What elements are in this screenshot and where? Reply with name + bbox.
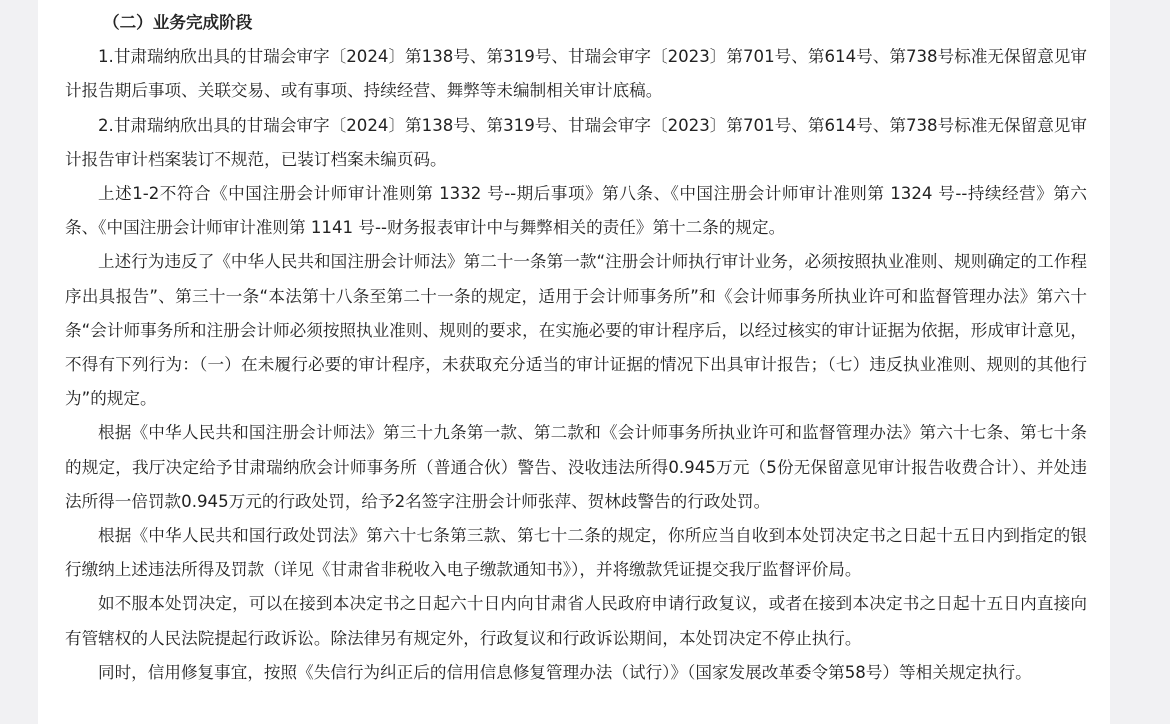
paragraph-7: 如不服本处罚决定，可以在接到本决定书之日起六十日内向甘肃省人民政府申请行政复议，或者在接到本决定书之日起十五日内直接向有管辖权的人民法院提起行政诉讼。除法律另有规定外，行政复议和行政诉讼期间，本处罚决定不停止执行。 xyxy=(65,594,1087,648)
paragraph-3: 上述1-2不符合《中国注册会计师审计准则第 1332 号--期后事项》第八条、《中国注册会计师审计准则第 1324 号--持续经营》第六条、《中国注册会计师审计准则第 1141 号--财务报表审计中与舞弊相关的责任》第十二条的规定。 xyxy=(65,184,1087,238)
paragraph-4: 上述行为违反了《中华人民共和国注册会计师法》第二十一条第一款“注册会计师执行审计业务，必须按照执业准则、规则确定的工作程序出具报告”、第三十一条“本法第十八条至第二十一条的规定，适用于会计师事务所”和《会计师事务所执业许可和监督管理办法》第六十条“会计师事务所和注册会计师必须按照执业准则、规则的要求，在实施必要的审计程序后，以经过核实的审计证据为依据，形成审计意见，不得有下列行为：（一）在未履行必要的审计程序，未获取充分适当的审计证据的情况下出具审计报告；（七）违反执业准则、规则的其他行为”的规定。 xyxy=(65,252,1087,409)
document-body xyxy=(65,6,1087,690)
paragraph-5: 根据《中华人民共和国注册会计师法》第三十九条第一款、第二款和《会计师事务所执业许可和监督管理办法》第六十七条、第七十条的规定，我厅决定给予甘肃瑞纳欣会计师事务所（普通合伙）警告、没收违法所得0.945万元（5份无保留意见审计报告收费合计）、并处违法所得一倍罚款0.945万元的行政处罚，给予2名签字注册会计师张萍、贺林歧警告的行政处罚。 xyxy=(65,423,1087,511)
paragraph-6: 根据《中华人民共和国行政处罚法》第六十七条第三款、第七十二条的规定，你所应当自收到本处罚决定书之日起十五日内到指定的银行缴纳上述违法所得及罚款（详见《甘肃省非税收入电子缴款通知书》），并将缴款凭证提交我厅监督评价局。 xyxy=(65,526,1087,580)
section-heading: （二）业务完成阶段 xyxy=(103,13,253,32)
paragraph-1: 1.甘肃瑞纳欣出具的甘瑞会审字〔2024〕第138号、第319号、甘瑞会审字〔2023〕第701号、第614号、第738号标准无保留意见审计报告期后事项、关联交易、或有事项、持续经营、舞弊等未编制相关审计底稿。 xyxy=(65,47,1087,101)
paragraph-2: 2.甘肃瑞纳欣出具的甘瑞会审字〔2024〕第138号、第319号、甘瑞会审字〔2023〕第701号、第614号、第738号标准无保留意见审计报告审计档案装订不规范，已装订档案未编页码。 xyxy=(65,115,1087,169)
paragraph-8: 同时，信用修复事宜，按照《失信行为纠正后的信用信息修复管理办法（试行）》（国家发展改革委令第58号）等相关规定执行。 xyxy=(98,662,1032,682)
document-page xyxy=(38,0,1110,724)
